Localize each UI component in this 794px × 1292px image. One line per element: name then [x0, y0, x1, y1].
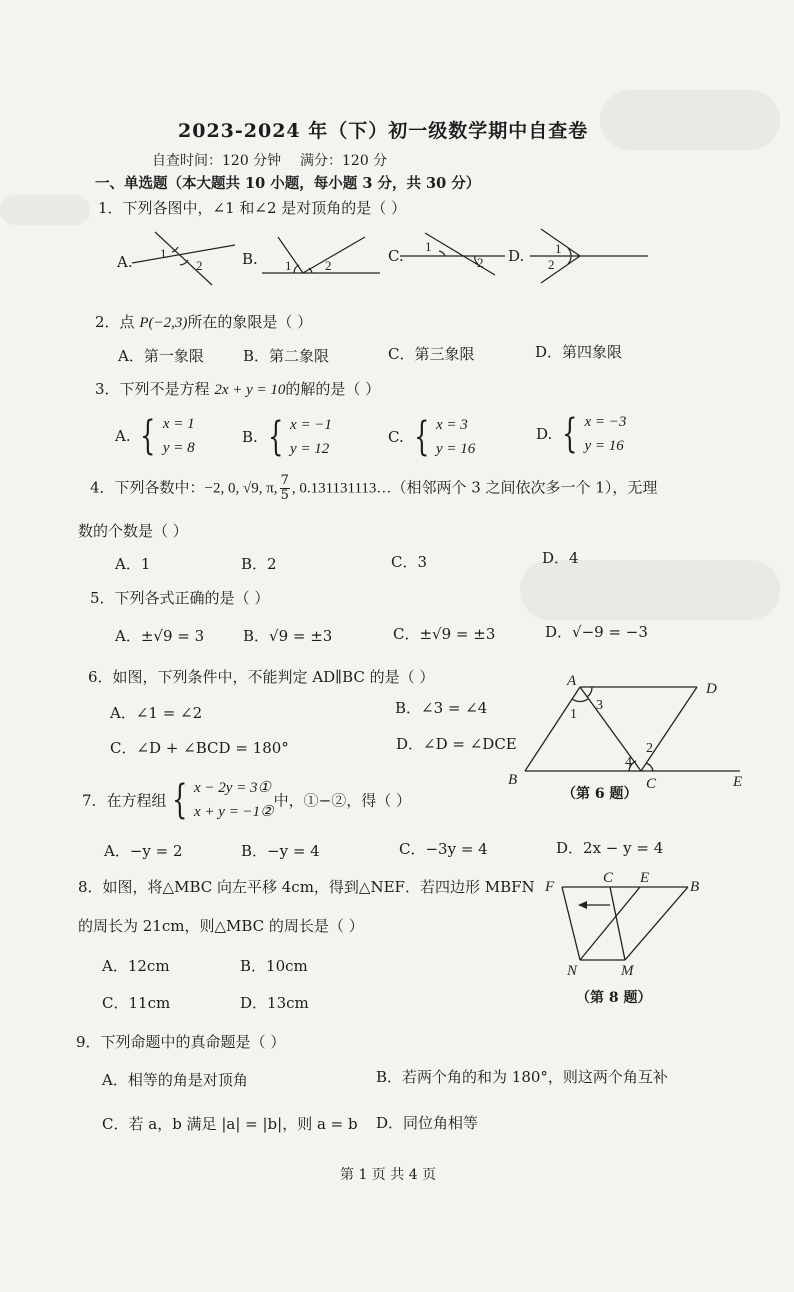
q4-frac-num: 7	[280, 473, 289, 488]
q6-angle-3: 3	[596, 698, 603, 713]
q7-stem-post: 中，①−②，得（ ）	[273, 791, 411, 810]
q6-angle-1: 1	[570, 707, 577, 722]
q3-equation: 2x + y = 10	[214, 382, 286, 398]
q6-point-d: D	[706, 681, 717, 697]
q6-option-a[interactable]: A．∠1 = ∠2	[110, 704, 203, 722]
q4-option-b[interactable]: B．2	[241, 555, 277, 573]
q6-angle-2: 2	[646, 741, 653, 756]
q6-option-b[interactable]: B．∠3 = ∠4	[395, 699, 488, 717]
q4-list-a: −2, 0, √9, π,	[204, 480, 278, 497]
q6-option-c[interactable]: C．∠D + ∠BCD = 180°	[110, 739, 289, 757]
q4-frac-den: 5	[280, 488, 289, 503]
q4-option-c[interactable]: C．3	[391, 553, 428, 571]
q3b-line2: y = 12	[290, 441, 330, 457]
q2-point: P(−2,3)	[139, 315, 188, 331]
q6-point-b: B	[508, 772, 518, 788]
q3c-line2: y = 16	[435, 441, 476, 457]
q5-option-d[interactable]: D．√−9 = −3	[545, 623, 648, 641]
q5-option-b[interactable]: B．√9 = ±3	[243, 627, 333, 645]
q3-stem-pre: 3．下列不是方程	[95, 380, 215, 398]
q8-point-f: F	[545, 879, 555, 895]
q3-option-a-letter: A.	[115, 427, 131, 445]
q3d-line2: y = 16	[584, 438, 624, 454]
brace-icon: {	[267, 414, 283, 460]
arrow-left-icon	[578, 901, 587, 909]
q8-option-d[interactable]: D．13cm	[240, 994, 309, 1012]
q4-stem-pre: 4．下列各数中：	[90, 478, 205, 497]
q1a-angle-1: 1	[160, 246, 167, 261]
q8-point-b: B	[690, 879, 700, 895]
q3b-line1: x = −1	[290, 417, 332, 433]
q9-option-b[interactable]: B．若两个角的和为 180°，则这两个角互补	[376, 1068, 668, 1086]
q2-option-c[interactable]: C．第三象限	[388, 345, 475, 363]
q6-option-d[interactable]: D．∠D = ∠DCE	[396, 735, 517, 753]
q4-stem-post: （相邻两个 3 之间依次多一个 1），无理	[391, 478, 658, 497]
q1a-angle-2: 2	[196, 258, 203, 273]
q8-point-m: M	[621, 963, 634, 979]
q3-option-c-letter: C.	[388, 428, 404, 446]
q9-option-d[interactable]: D．同位角相等	[376, 1114, 479, 1132]
question-8-stem-line1: 8．如图，将△MBC 向左平移 4cm，得到△NEF．若四边形 MBFN	[78, 878, 535, 896]
q2-stem-post: 所在的象限是（ ）	[187, 313, 313, 331]
q1d-angle-2: 2	[548, 257, 555, 272]
q7-option-d[interactable]: D．2x − y = 4	[556, 839, 664, 857]
q1b-angle-1: 1	[285, 258, 292, 273]
brace-icon: {	[140, 413, 156, 459]
question-4-stem-line2: 数的个数是（ ）	[78, 522, 188, 540]
q7-option-a[interactable]: A．−y = 2	[104, 842, 183, 860]
q8-option-a[interactable]: A．12cm	[102, 957, 170, 975]
q1c-angle-2: 2	[477, 255, 484, 270]
q1d-angle-1: 1	[555, 241, 562, 256]
question-8-stem-line2: 的周长为 21cm，则△MBC 的周长是（ ）	[78, 917, 364, 935]
q4-option-d[interactable]: D．4	[542, 549, 579, 567]
q1c-angle-1: 1	[425, 239, 432, 254]
question-5-stem: 5．下列各式正确的是（ ）	[90, 589, 270, 607]
q7-eq1: x − 2y = 3①	[194, 780, 272, 796]
question-6-stem: 6．如图，下列条件中，不能判定 AD∥BC 的是（ ）	[88, 668, 435, 686]
question-1-stem: 1．下列各图中，∠1 和∠2 是对顶角的是（ ）	[98, 199, 407, 217]
q3a-line2: y = 8	[162, 440, 195, 456]
q6-angle-4: 4	[625, 755, 632, 770]
q1-option-a-label: A.	[117, 253, 133, 271]
q8-point-n: N	[567, 963, 578, 979]
q1-option-c-label: C.	[388, 247, 404, 265]
q2-stem-pre: 2．点	[95, 313, 140, 331]
q4-list-b: , 0.131131113…	[291, 480, 392, 497]
section-heading: 一、单选题（本大题共 10 小题，每小题 3 分，共 30 分）	[95, 175, 481, 192]
q3-option-d-letter: D.	[536, 425, 553, 443]
q2-option-a[interactable]: A．第一象限	[118, 347, 204, 365]
q8-figure-caption: （第 8 题）	[576, 990, 652, 1006]
q8-option-c[interactable]: C．11cm	[102, 994, 171, 1012]
q4-option-a[interactable]: A．1	[115, 555, 151, 573]
page-title: 2023-2024 年（下）初一级数学期中自查卷	[178, 120, 589, 142]
q3c-line1: x = 3	[435, 417, 468, 433]
full-score: 满分：120 分	[300, 153, 388, 169]
q1-option-b-label: B.	[242, 250, 258, 268]
q1-option-d-label: D.	[508, 247, 525, 265]
q1b-angle-2: 2	[325, 258, 332, 273]
q2-option-b[interactable]: B．第二象限	[243, 347, 330, 365]
q2-option-d[interactable]: D．第四象限	[535, 343, 623, 361]
q6-point-e: E	[733, 774, 743, 790]
q5-option-a[interactable]: A．±√9 = 3	[115, 627, 205, 645]
brace-icon: {	[171, 777, 187, 823]
exam-time: 自查时间：120 分钟	[152, 153, 282, 169]
brace-icon: {	[562, 411, 578, 457]
q3-option-b-letter: B.	[242, 428, 258, 446]
q7-option-b[interactable]: B．−y = 4	[241, 842, 320, 860]
q8-option-b[interactable]: B．10cm	[240, 957, 308, 975]
q8-point-c: C	[603, 870, 614, 886]
q6-point-a: A	[567, 673, 577, 689]
q9-option-a[interactable]: A．相等的角是对顶角	[102, 1071, 248, 1089]
q6-point-c: C	[646, 776, 657, 792]
brace-icon: {	[413, 414, 429, 460]
page-number: 第 1 页 共 4 页	[340, 1167, 437, 1183]
q3d-line1: x = −3	[584, 414, 627, 430]
q5-option-c[interactable]: C．±√9 = ±3	[393, 625, 496, 643]
q3a-line1: x = 1	[162, 416, 195, 432]
q3-stem-post: 的解的是（ ）	[285, 380, 381, 398]
q7-option-c[interactable]: C．−3y = 4	[399, 840, 488, 858]
q6-figure-caption: （第 6 题）	[562, 786, 638, 802]
q7-stem-pre: 7．在方程组	[82, 791, 167, 810]
q8-point-e: E	[640, 870, 650, 886]
q7-eq2: x + y = −1②	[194, 804, 274, 820]
q9-option-c[interactable]: C．若 a，b 满足 |a| = |b|，则 a = b	[102, 1115, 358, 1133]
question-9-stem: 9．下列命题中的真命题是（ ）	[76, 1033, 286, 1051]
